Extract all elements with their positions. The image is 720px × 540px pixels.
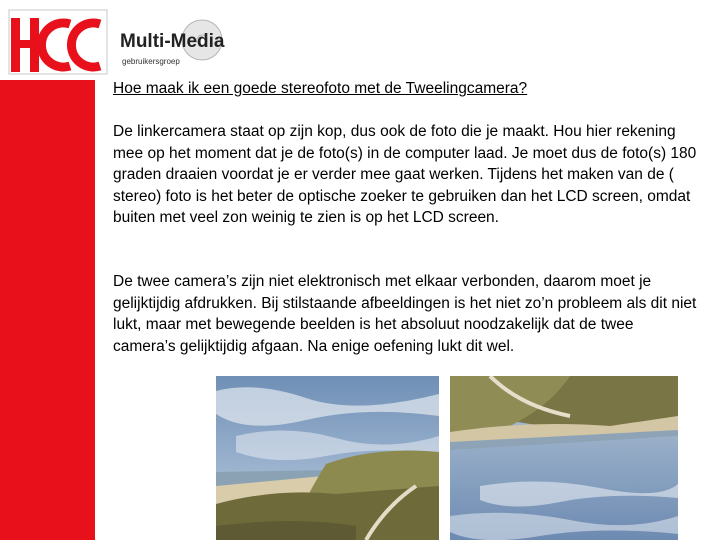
brand-subtitle: gebruikersgroep <box>122 57 180 66</box>
red-sidebar-bar <box>0 80 95 540</box>
beach-photo-left <box>216 376 439 540</box>
multi-media-logo <box>118 12 230 74</box>
page-title: Hoe maak ik een goede stereofoto met de Tweelingcamera? <box>113 80 528 97</box>
paragraph-sync-shutter: De twee camera’s zijn niet elektronisch met elkaar verbonden, daarom moet je gelijktijdig afdrukken. Bij stilstaande afbeeldingen is het niet zo’n probleem als dit niet lukt, maar met bewegende beelden is het absoluut noodzakelijk dat de twee camera’s gelijktijdig afgaan. Na enige oefening lukt dit wel. <box>113 273 697 355</box>
beach-photo-right-inverted <box>450 376 678 540</box>
paragraph-camera-orientation: De linkercamera staat op zijn kop, dus ook de foto die je maakt. Hou hier rekening mee op het moment dat je de foto(s) in de computer laad. Je moet dus de foto(s) 180 graden draaien voordat je er verder mee gaat werken. Tijdens het maken van de ( stereo) foto is het beter de optische zoeker te gebruiken dan het LCD screen, omdat buiten met veel zon weinig te zien is op het LCD screen. <box>113 123 697 227</box>
hcc-logo <box>8 8 108 76</box>
brand-name: Multi-Media <box>120 31 225 52</box>
